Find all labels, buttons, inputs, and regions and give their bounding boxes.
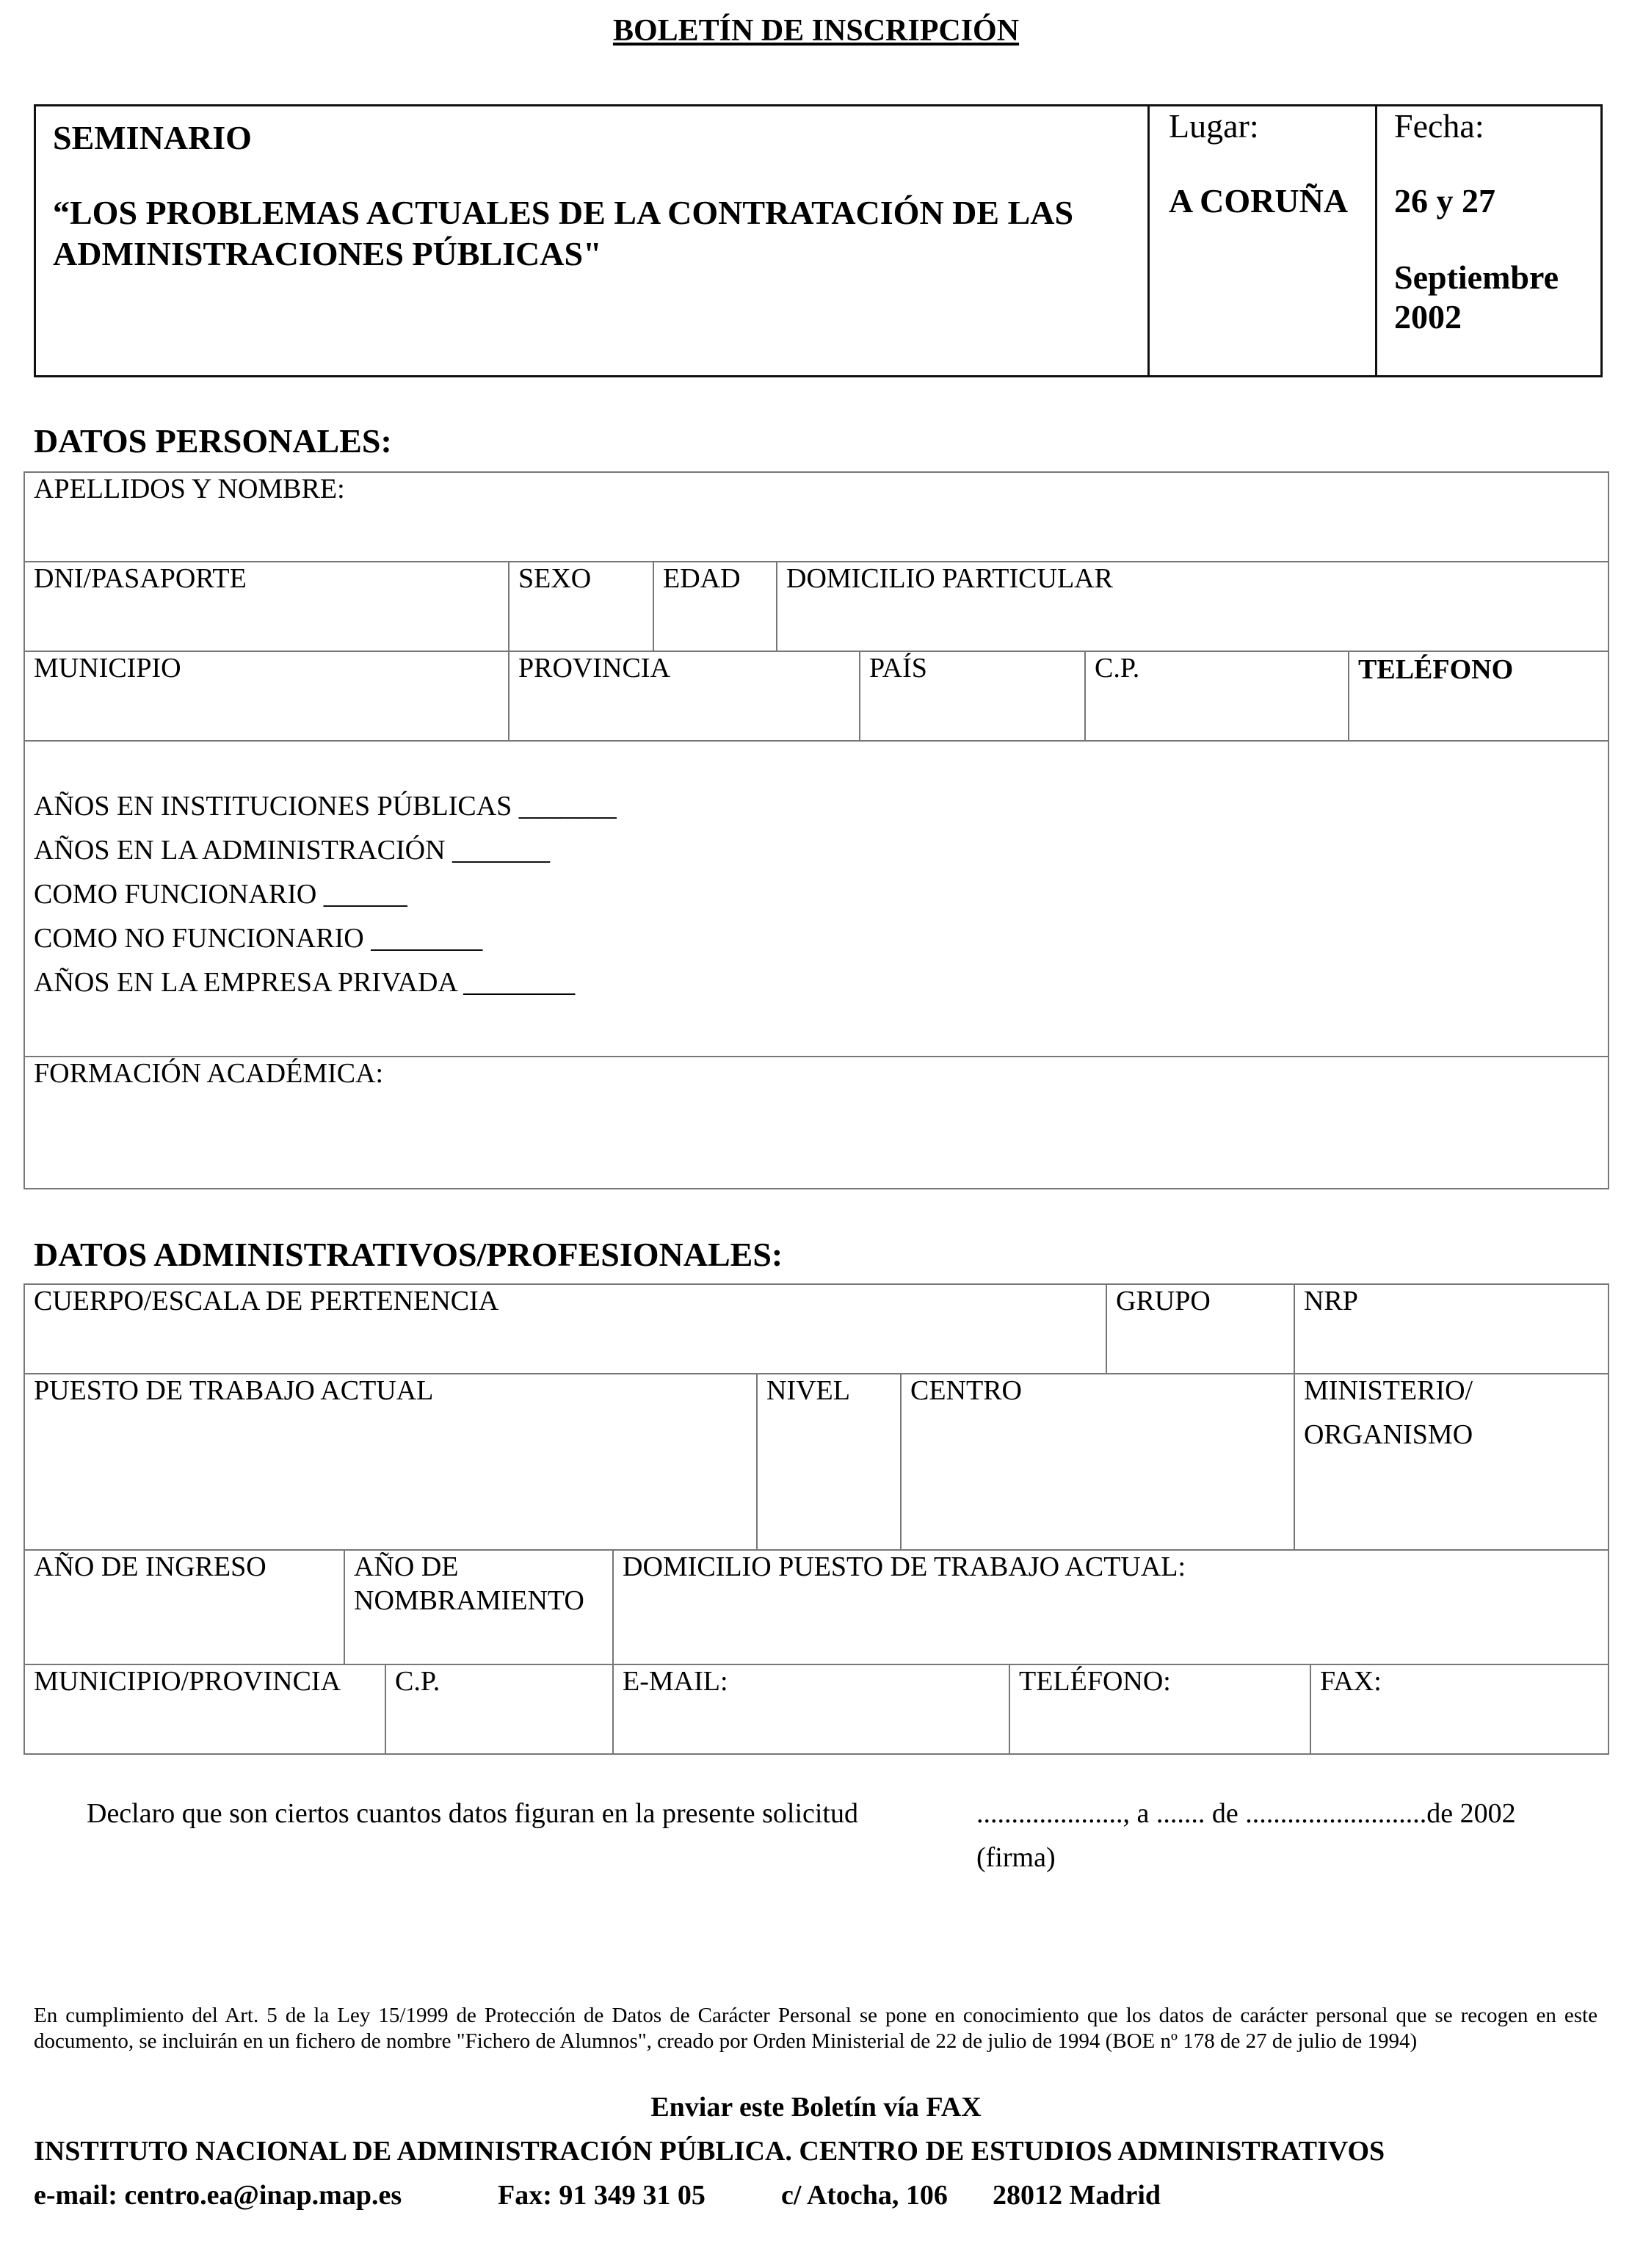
domicilio-label: DOMICILIO PARTICULAR: [786, 563, 1113, 594]
years-list: [34, 784, 617, 1004]
provincia-label: PROVINCIA: [518, 653, 670, 684]
admin-telefono-label: TELÉFONO:: [1019, 1666, 1171, 1697]
ano-nombramiento-label-1: AÑO DE: [354, 1551, 459, 1582]
contact-fax: Fax: 91 349 31 05: [498, 2180, 706, 2211]
years-funcionario[interactable]: COMO FUNCIONARIO ______: [34, 879, 407, 910]
page-title: BOLETÍN DE INSCRIPCIÓN: [612, 14, 1020, 48]
pais-label: PAÍS: [869, 653, 927, 684]
fecha-days: 26 y 27: [1394, 182, 1495, 220]
puesto-label: PUESTO DE TRABAJO ACTUAL: [34, 1375, 434, 1406]
telefono-label: TELÉFONO: [1358, 654, 1514, 685]
nrp-label: NRP: [1304, 1286, 1358, 1316]
apellidos-label: APELLIDOS Y NOMBRE:: [34, 474, 345, 504]
sexo-label: SEXO: [518, 563, 592, 594]
cuerpo-label: CUERPO/ESCALA DE PERTENENCIA: [34, 1286, 499, 1316]
cp-label: C.P.: [1095, 653, 1140, 684]
contact-postal: 28012 Madrid: [993, 2180, 1161, 2211]
ministerio-label-1: MINISTERIO/: [1304, 1375, 1473, 1406]
municipio-provincia-label: MUNICIPIO/PROVINCIA: [34, 1666, 341, 1697]
declaration-text: Declaro que son ciertos cuantos datos figuran en la presente solicitud: [87, 1798, 858, 1829]
seminar-label: SEMINARIO: [53, 119, 252, 156]
send-fax-note: Enviar este Boletín vía FAX: [650, 2092, 982, 2123]
lugar-label: Lugar:: [1169, 107, 1259, 145]
fax-label: FAX:: [1320, 1666, 1382, 1697]
years-no-funcionario[interactable]: COMO NO FUNCIONARIO ________: [34, 923, 483, 954]
personal-heading: DATOS PERSONALES:: [34, 422, 392, 460]
fecha-month: Septiembre: [1394, 258, 1559, 296]
ano-nombramiento-label-2: NOMBRAMIENTO: [354, 1585, 584, 1616]
centro-label: CENTRO: [910, 1375, 1022, 1406]
ano-ingreso-label: AÑO DE INGRESO: [34, 1551, 266, 1582]
seminar-title: “LOS PROBLEMAS ACTUALES DE LA CONTRATACIÓN DE LAS ADMINISTRACIONES PÚBLICAS": [53, 194, 1074, 272]
ministerio-label-2: ORGANISMO: [1304, 1419, 1473, 1450]
domicilio-puesto-label: DOMICILIO PUESTO DE TRABAJO ACTUAL:: [623, 1551, 1186, 1582]
fecha-label: Fecha:: [1394, 107, 1484, 145]
grupo-label: GRUPO: [1116, 1286, 1211, 1316]
nivel-label: NIVEL: [766, 1375, 850, 1406]
signature-label: (firma): [976, 1842, 1056, 1873]
years-empresa-privada[interactable]: AÑOS EN LA EMPRESA PRIVADA ________: [34, 967, 576, 998]
declaration-date-line[interactable]: ....................., a ....... de ..........................de 2002: [976, 1798, 1516, 1829]
lugar-value: A CORUÑA: [1169, 182, 1349, 220]
years-administracion[interactable]: AÑOS EN LA ADMINISTRACIÓN _______: [34, 835, 551, 866]
contact-address: c/ Atocha, 106: [781, 2180, 948, 2211]
years-instituciones[interactable]: AÑOS EN INSTITUCIONES PÚBLICAS _______: [34, 791, 617, 822]
legal-notice: En cumplimiento del Art. 5 de la Ley 15/1999 de Protección de Datos de Carácter Personal se pone en conocimiento que los datos de carácter personal que se recogen en este documento, se incluirán en un fichero de nombre "Fichero de Alumnos", creado por Orden Ministerial de 22 de julio de 1994 (BOE nº 178 de 27 de julio de 1994): [34, 2004, 1597, 2053]
municipio-label: MUNICIPIO: [34, 653, 181, 684]
institute-name: INSTITUTO NACIONAL DE ADMINISTRACIÓN PÚBLICA. CENTRO DE ESTUDIOS ADMINISTRATIVOS: [34, 2136, 1385, 2167]
admin-cp-label: C.P.: [395, 1666, 440, 1697]
admin-heading: DATOS ADMINISTRATIVOS/PROFESIONALES:: [34, 1236, 783, 1273]
contact-email[interactable]: e-mail: centro.ea@inap.map.es: [34, 2180, 402, 2211]
edad-label: EDAD: [663, 563, 741, 594]
fecha-year: 2002: [1394, 298, 1462, 336]
email-label: E-MAIL:: [623, 1666, 728, 1697]
formacion-label: FORMACIÓN ACADÉMICA:: [34, 1058, 384, 1089]
dni-label: DNI/PASAPORTE: [34, 563, 247, 594]
